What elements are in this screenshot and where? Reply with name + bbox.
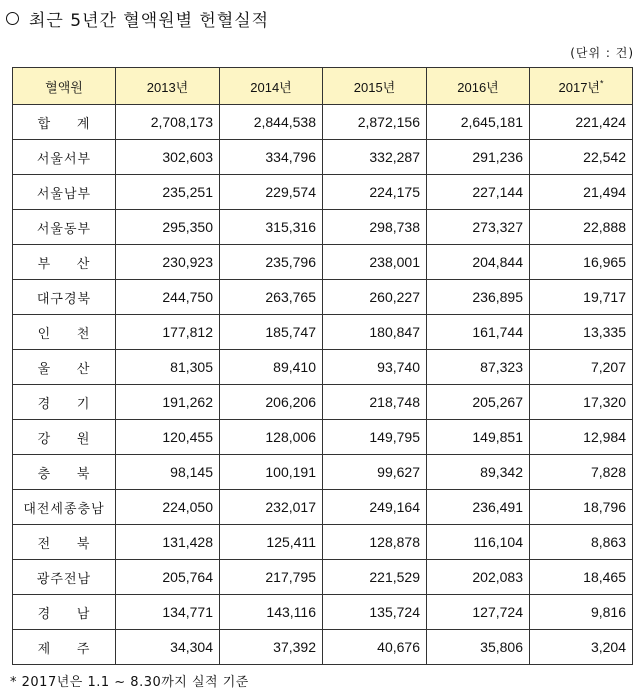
value-cell: 7,207 [530,350,633,385]
value-cell: 221,529 [323,560,427,595]
value-cell: 218,748 [323,385,427,420]
value-cell: 291,236 [427,140,530,175]
value-cell: 18,796 [530,490,633,525]
value-cell: 221,424 [530,105,633,140]
footnote-mark: * [599,78,604,89]
table-row [13,140,633,175]
table-row [13,525,633,560]
region-cell: 경 기 [13,385,116,420]
value-cell: 227,144 [427,175,530,210]
value-cell: 298,738 [323,210,427,245]
region-cell: 합 계 [13,105,116,140]
table-row [13,105,633,140]
value-cell: 7,828 [530,455,633,490]
value-cell: 40,676 [323,630,427,665]
table-row [13,455,633,490]
value-cell: 2,708,173 [116,105,220,140]
document-title [6,6,269,30]
value-cell: 98,145 [116,455,220,490]
region-cell: 서울동부 [13,210,116,245]
value-cell: 89,410 [220,350,323,385]
value-cell: 34,304 [116,630,220,665]
value-cell: 177,812 [116,315,220,350]
value-cell: 13,335 [530,315,633,350]
table-row [13,175,633,210]
region-cell: 부 산 [13,245,116,280]
value-cell: 236,491 [427,490,530,525]
value-cell: 206,206 [220,385,323,420]
header-cell-region: 혈액원 [13,68,116,105]
value-cell: 235,796 [220,245,323,280]
region-cell: 대구경북 [13,280,116,315]
table-row [13,280,633,315]
value-cell: 204,844 [427,245,530,280]
circle-bullet-icon [6,12,19,25]
region-cell: 인 천 [13,315,116,350]
region-cell: 광주전남 [13,560,116,595]
value-cell: 202,083 [427,560,530,595]
region-cell: 충 북 [13,455,116,490]
value-cell: 185,747 [220,315,323,350]
value-cell: 295,350 [116,210,220,245]
value-cell: 87,323 [427,350,530,385]
value-cell: 100,191 [220,455,323,490]
value-cell: 229,574 [220,175,323,210]
header-cell-2017-label: 2017년 [558,79,600,95]
value-cell: 260,227 [323,280,427,315]
table-row [13,350,633,385]
value-cell: 37,392 [220,630,323,665]
donation-table [12,67,633,665]
table-row [13,560,633,595]
header-cell-2013: 2013년 [116,68,220,105]
header-cell-2014: 2014년 [220,68,323,105]
table-row [13,245,633,280]
value-cell: 230,923 [116,245,220,280]
value-cell: 302,603 [116,140,220,175]
table-row [13,420,633,455]
value-cell: 205,764 [116,560,220,595]
table-row [13,210,633,245]
region-cell: 대전세종충남 [13,490,116,525]
value-cell: 99,627 [323,455,427,490]
value-cell: 19,717 [530,280,633,315]
value-cell: 2,645,181 [427,105,530,140]
table-row [13,630,633,665]
value-cell: 180,847 [323,315,427,350]
value-cell: 149,795 [323,420,427,455]
value-cell: 131,428 [116,525,220,560]
region-cell: 서울남부 [13,175,116,210]
value-cell: 127,724 [427,595,530,630]
value-cell: 8,863 [530,525,633,560]
value-cell: 120,455 [116,420,220,455]
value-cell: 22,542 [530,140,633,175]
header-cell-2015: 2015년 [323,68,427,105]
value-cell: 232,017 [220,490,323,525]
value-cell: 128,006 [220,420,323,455]
value-cell: 235,251 [116,175,220,210]
table-row [13,490,633,525]
region-cell: 서울서부 [13,140,116,175]
value-cell: 9,816 [530,595,633,630]
table-row [13,595,633,630]
region-cell: 울 산 [13,350,116,385]
footnote: * 2017년은 1.1 ~ 8.30까지 실적 기준 [10,675,249,690]
region-cell: 강 원 [13,420,116,455]
value-cell: 134,771 [116,595,220,630]
value-cell: 2,844,538 [220,105,323,140]
value-cell: 21,494 [530,175,633,210]
region-cell: 전 북 [13,525,116,560]
value-cell: 12,984 [530,420,633,455]
table-row [13,385,633,420]
value-cell: 81,305 [116,350,220,385]
value-cell: 191,262 [116,385,220,420]
value-cell: 143,116 [220,595,323,630]
value-cell: 332,287 [323,140,427,175]
value-cell: 273,327 [427,210,530,245]
header-cell-2016: 2016년 [427,68,530,105]
region-cell: 경 남 [13,595,116,630]
value-cell: 135,724 [323,595,427,630]
value-cell: 3,204 [530,630,633,665]
value-cell: 249,164 [323,490,427,525]
header-row [13,68,633,105]
value-cell: 315,316 [220,210,323,245]
header-cell-2017 [530,68,633,105]
unit-label: (단위 : 건) [570,46,634,60]
value-cell: 236,895 [427,280,530,315]
value-cell: 22,888 [530,210,633,245]
title-text: 최근 5년간 혈액원별 헌혈실적 [29,10,270,31]
value-cell: 334,796 [220,140,323,175]
value-cell: 205,267 [427,385,530,420]
value-cell: 116,104 [427,525,530,560]
value-cell: 244,750 [116,280,220,315]
value-cell: 224,175 [323,175,427,210]
value-cell: 93,740 [323,350,427,385]
value-cell: 125,411 [220,525,323,560]
value-cell: 263,765 [220,280,323,315]
value-cell: 18,465 [530,560,633,595]
value-cell: 2,872,156 [323,105,427,140]
value-cell: 128,878 [323,525,427,560]
value-cell: 89,342 [427,455,530,490]
value-cell: 35,806 [427,630,530,665]
value-cell: 161,744 [427,315,530,350]
value-cell: 217,795 [220,560,323,595]
value-cell: 149,851 [427,420,530,455]
value-cell: 17,320 [530,385,633,420]
region-cell: 제 주 [13,630,116,665]
value-cell: 16,965 [530,245,633,280]
table-row [13,315,633,350]
value-cell: 224,050 [116,490,220,525]
value-cell: 238,001 [323,245,427,280]
